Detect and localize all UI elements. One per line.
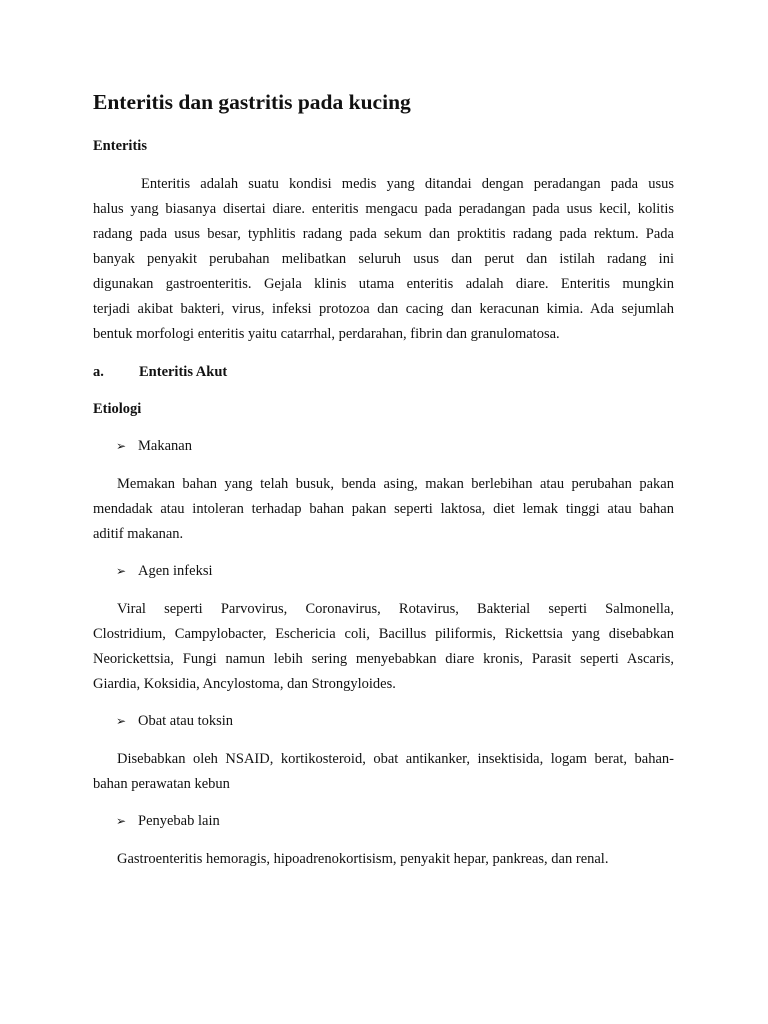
etiologi-heading: Etiologi [93,401,142,417]
document-title: Enteritis dan gastritis pada kucing [93,90,411,114]
paragraph-line: radang pada usus besar, typhlitis radang pada sekum dan proktitis radang pada rektum. Pada [93,226,674,242]
paragraph-line: digunakan gastroenteritis. Gejala klinis utama enteritis adalah diare. Enteritis mungkin [93,276,674,292]
bullet-label: Agen infeksi [138,563,213,579]
paragraph-line: Memakan bahan yang telah busuk, benda asing, makan berlebihan atau perubahan pakan [117,476,674,492]
paragraph-line: aditif makanan. [93,526,184,542]
arrow-bullet-icon: ➢ [116,814,127,828]
bullet-item-makanan [116,437,192,455]
subsection-title: Enteritis Akut [139,364,228,380]
paragraph-line: bentuk morfologi enteritis yaitu catarrhal, perdarahan, fibrin dan granulomatosa. [93,326,560,342]
bullet-item-penyebab-lain [116,812,220,830]
paragraph-line: Enteritis adalah suatu kondisi medis yang ditandai dengan peradangan pada usus [141,176,674,192]
paragraph-line: Neorickettsia, Fungi namun lebih sering menyebabkan diare kronis, Parasit seperti Ascaris, [93,651,674,667]
section-heading-enteritis: Enteritis [93,138,147,154]
arrow-bullet-icon: ➢ [116,714,127,728]
paragraph-line: bahan perawatan kebun [93,776,230,792]
bullet-item-agen-infeksi [116,562,213,580]
subsection-heading [93,363,227,381]
paragraph-line: Clostridium, Campylobacter, Eschericia coli, Bacillus piliformis, Rickettsia yang disebabkan [93,626,674,642]
bullet-item-obat-atau-toksin [116,712,233,730]
subsection-label: a. [93,364,104,380]
arrow-bullet-icon: ➢ [116,439,127,453]
bullet-label: Obat atau toksin [138,713,234,729]
paragraph-line: banyak penyakit perubahan melibatkan seluruh usus dan perut dan istilah radang ini [93,251,674,267]
paragraph-line: Gastroenteritis hemoragis, hipoadrenokortisism, penyakit hepar, pankreas, dan renal. [117,851,609,867]
paragraph-line: Disebabkan oleh NSAID, kortikosteroid, obat antikanker, insektisida, logam berat, bahan- [117,751,674,767]
paragraph-line: Viral seperti Parvovirus, Coronavirus, Rotavirus, Bakterial seperti Salmonella, [117,601,674,617]
paragraph-line: terjadi akibat bakteri, virus, infeksi protozoa dan cacing dan keracunan kimia. Ada sejumlah [93,301,674,317]
paragraph-line: Giardia, Koksidia, Ancylostoma, dan Strongyloides. [93,676,396,692]
bullet-label: Makanan [138,438,192,454]
paragraph-line: mendadak atau intoleran terhadap bahan pakan seperti laktosa, diet lemak tinggi atau bahan [93,501,674,517]
paragraph-line: halus yang biasanya disertai diare. enteritis mengacu pada peradangan pada usus kecil, kolitis [93,201,674,217]
arrow-bullet-icon: ➢ [116,564,127,578]
bullet-label: Penyebab lain [138,813,220,829]
